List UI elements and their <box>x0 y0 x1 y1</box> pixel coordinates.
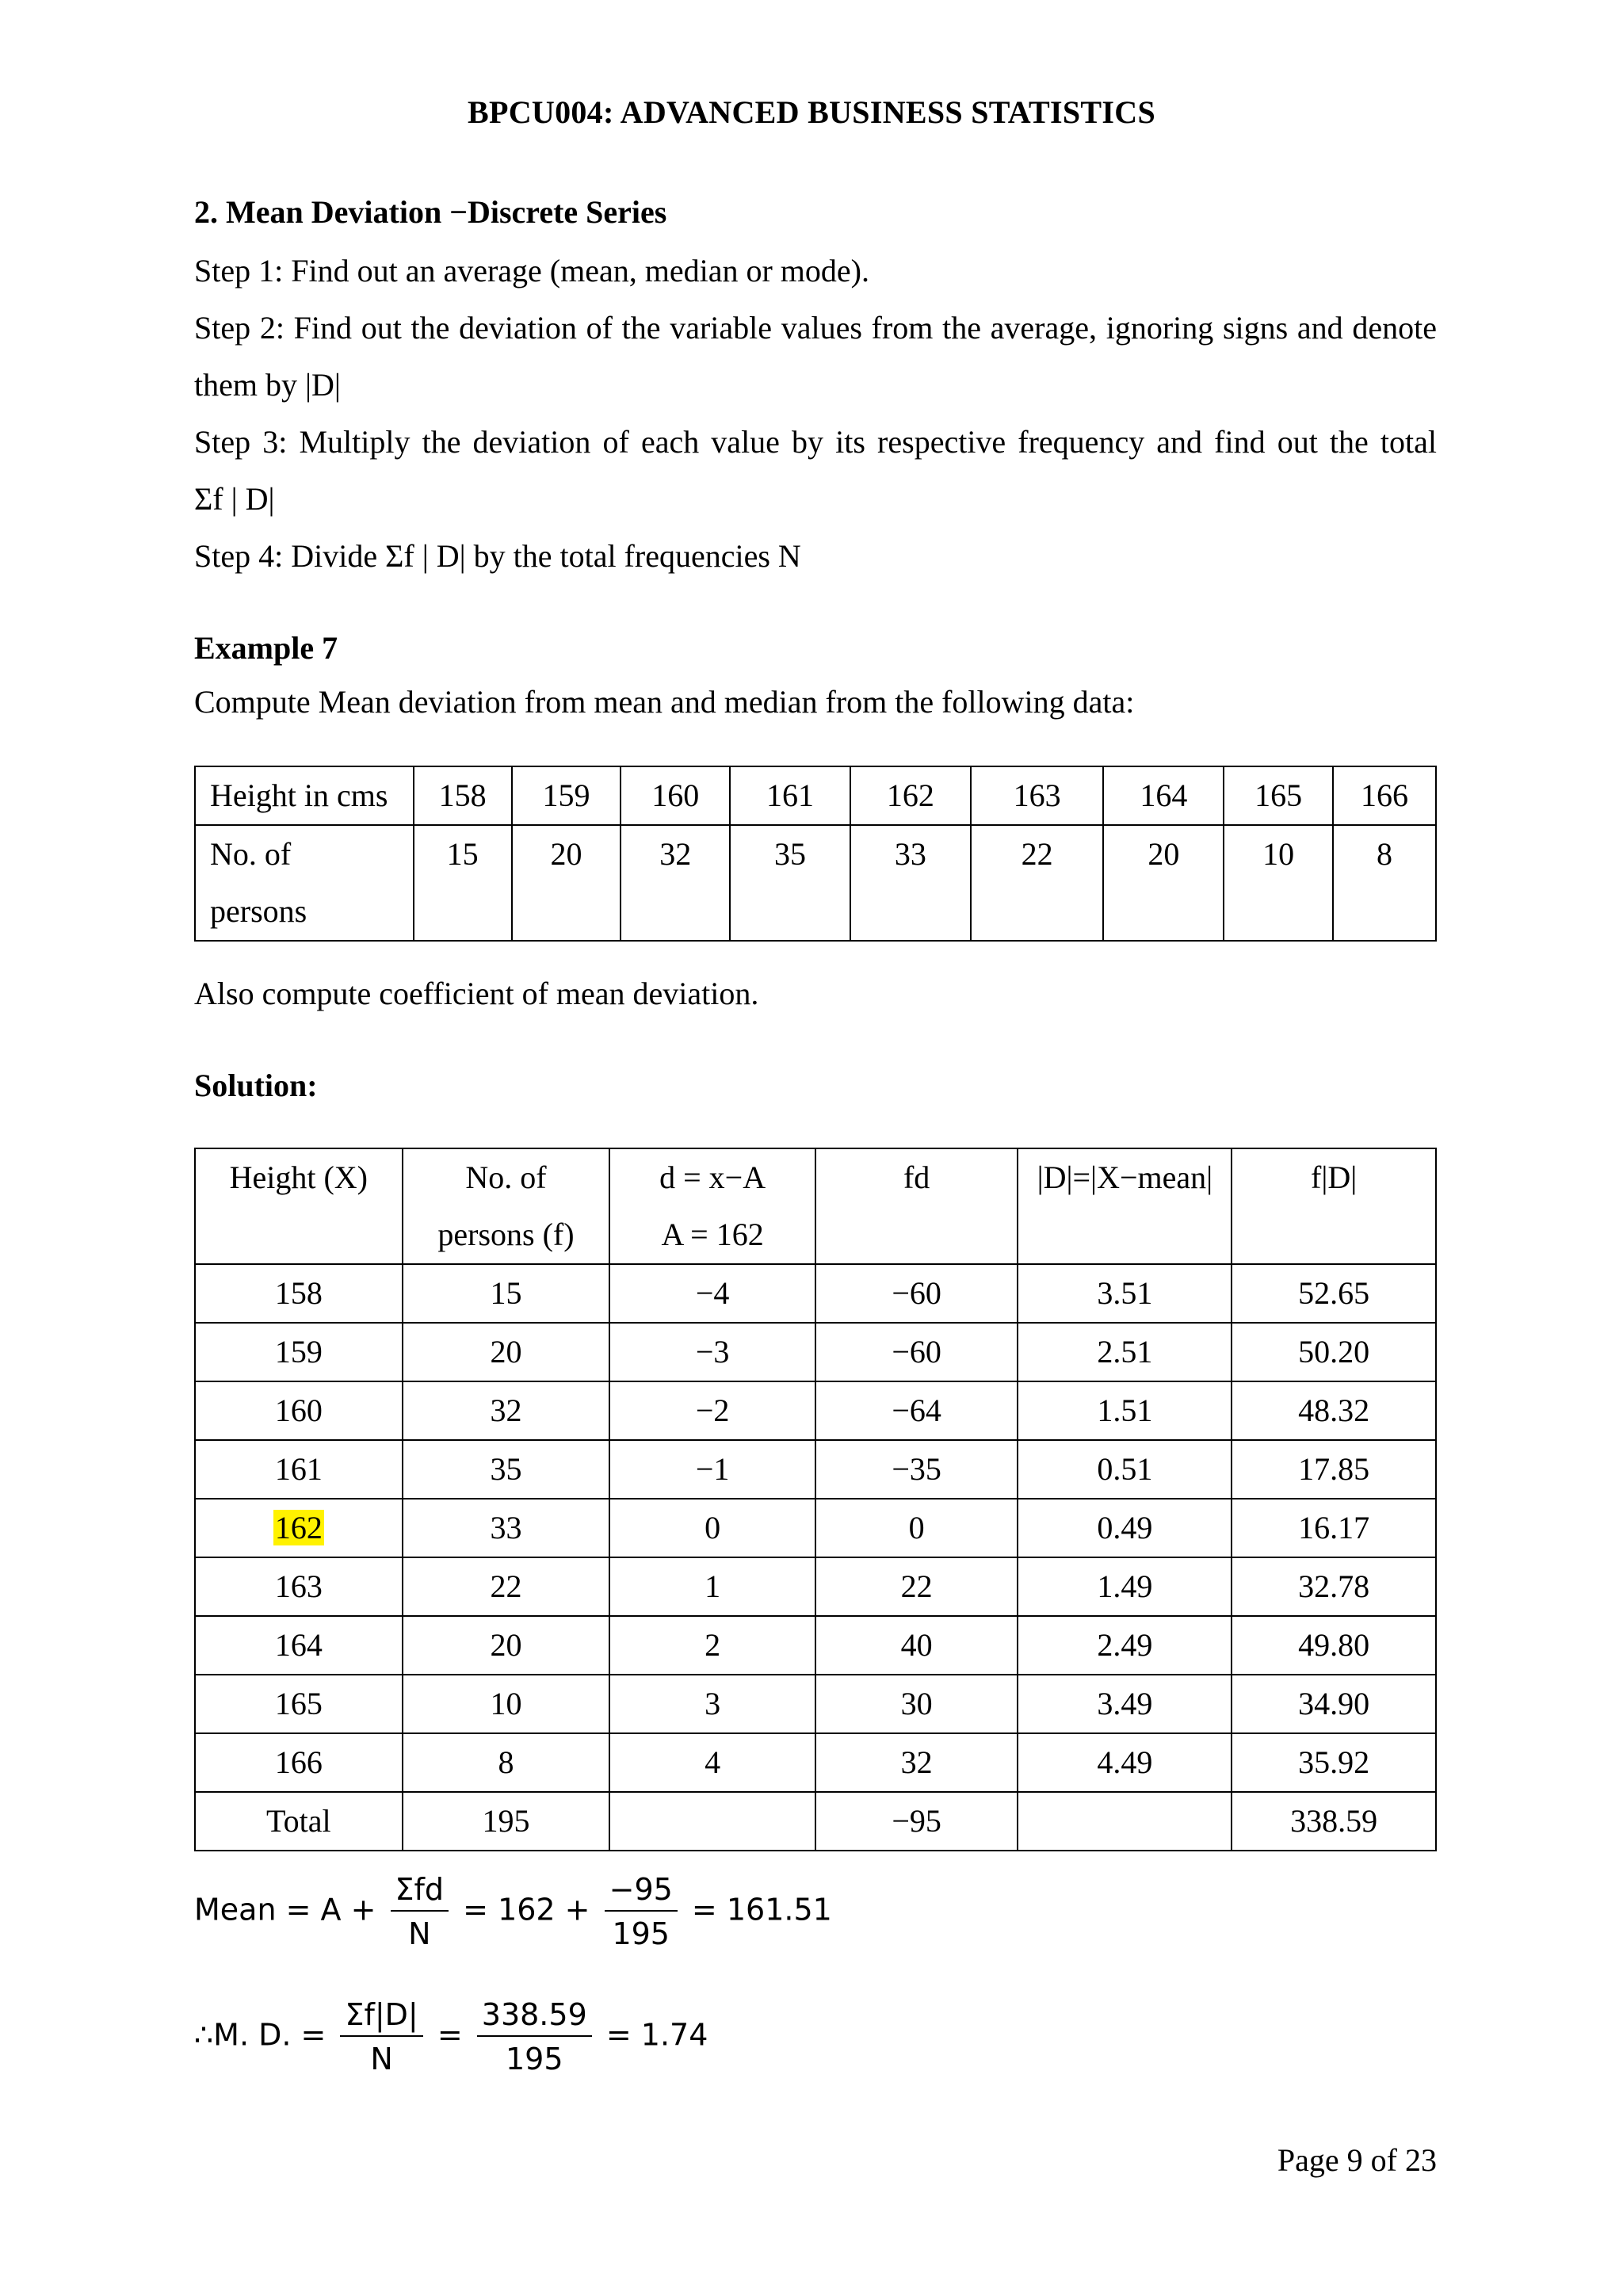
table-cell <box>195 1499 403 1557</box>
header-persons: No. of persons (f) <box>403 1148 610 1264</box>
table-cell: 164 <box>195 1616 403 1675</box>
example-question: Compute Mean deviation from mean and median from the following data: <box>194 684 1135 720</box>
table-cell: 4.49 <box>1018 1733 1232 1792</box>
table-row <box>195 1381 1436 1440</box>
table-cell: 0 <box>815 1499 1018 1557</box>
persons-label: No. of persons <box>195 825 414 941</box>
page-header: BPCU004: ADVANCED BUSINESS STATISTICS <box>467 94 1155 130</box>
table-cell: 1.49 <box>1018 1557 1232 1616</box>
table-row <box>195 1264 1436 1323</box>
persons-cell: 32 <box>621 825 730 941</box>
table-cell: 3 <box>609 1675 815 1733</box>
table-cell: −60 <box>815 1323 1018 1381</box>
table-cell: 34.90 <box>1232 1675 1436 1733</box>
table-cell: 35 <box>403 1440 610 1499</box>
table-cell: −2 <box>609 1381 815 1440</box>
mean-lhs: Mean = A + <box>194 1892 376 1927</box>
step-2-line-1: Step 2: Find out the deviation of the variable values from the average, ignoring signs and denote <box>194 310 1437 346</box>
table-cell: 3.49 <box>1018 1675 1232 1733</box>
table-cell: −60 <box>815 1264 1018 1323</box>
solution-title: Solution: <box>194 1068 318 1103</box>
header-height: Height (X) <box>195 1148 403 1264</box>
mean-formula <box>194 1872 832 1951</box>
persons-cell: 33 <box>850 825 971 941</box>
table-cell: 165 <box>195 1675 403 1733</box>
mean-fraction-1: $\frac{\text{Σfd}}{N}$ <box>391 1872 449 1951</box>
table-cell: 32.78 <box>1232 1557 1436 1616</box>
table-cell: 161 <box>195 1440 403 1499</box>
step-4: Step 4: Divide Σf | D| by the total frequencies N <box>194 538 801 574</box>
height-cell: 159 <box>512 766 621 825</box>
table-cell: 32 <box>403 1381 610 1440</box>
table-cell: 195 <box>403 1792 610 1851</box>
md-fraction-2: $\frac{338.59}{195}$ <box>477 1997 592 2076</box>
mean-result: = 161.51 <box>691 1892 832 1927</box>
header-abs-d: |D|=|X−mean| <box>1018 1148 1232 1264</box>
table-cell: 159 <box>195 1323 403 1381</box>
step-3-line-2: Σf | D| <box>194 481 275 517</box>
highlighted-value: 162 <box>274 1510 323 1545</box>
persons-cell: 20 <box>512 825 621 941</box>
table-cell: 338.59 <box>1232 1792 1436 1851</box>
md-fraction-1: $\frac{\Sigma f|D|}{N}$ <box>340 1997 422 2076</box>
height-cell: 163 <box>971 766 1104 825</box>
step-2-line-2: them by |D| <box>194 367 341 403</box>
persons-row <box>195 825 1436 941</box>
height-cell: 160 <box>621 766 730 825</box>
table-row <box>195 1557 1436 1616</box>
header-f-abs-d: f|D| <box>1232 1148 1436 1264</box>
table-cell: 10 <box>403 1675 610 1733</box>
table-cell: 4 <box>609 1733 815 1792</box>
table-cell: 52.65 <box>1232 1264 1436 1323</box>
table-cell: 50.20 <box>1232 1323 1436 1381</box>
table-cell: 30 <box>815 1675 1018 1733</box>
table-cell: 2 <box>609 1616 815 1675</box>
mean-fraction-2: $\frac{-95}{195}$ <box>605 1872 678 1951</box>
table-cell: 35.92 <box>1232 1733 1436 1792</box>
table-cell: 0.49 <box>1018 1499 1232 1557</box>
table-cell: 20 <box>403 1616 610 1675</box>
step-1: Step 1: Find out an average (mean, median or mode). <box>194 253 869 288</box>
page-number: Page 9 of 23 <box>1277 2142 1437 2178</box>
table-row <box>195 1733 1436 1792</box>
height-cell: 158 <box>414 766 512 825</box>
table-cell: −1 <box>609 1440 815 1499</box>
height-label: Height in cms <box>195 766 414 825</box>
table-row <box>195 1440 1436 1499</box>
height-cell: 162 <box>850 766 971 825</box>
table-cell: 1 <box>609 1557 815 1616</box>
table-cell: 1.51 <box>1018 1381 1232 1440</box>
mean-mid: = 162 + <box>463 1892 590 1927</box>
persons-cell: 15 <box>414 825 512 941</box>
table-cell: 0 <box>609 1499 815 1557</box>
table-cell: 22 <box>403 1557 610 1616</box>
table-cell: 16.17 <box>1232 1499 1436 1557</box>
solution-table <box>194 1148 1437 1851</box>
md-result: = 1.74 <box>605 2017 708 2053</box>
table-row <box>195 1499 1436 1557</box>
md-lhs: ∴M. D. = <box>194 2017 327 2053</box>
table-cell: 22 <box>815 1557 1018 1616</box>
table-cell: 166 <box>195 1733 403 1792</box>
table-cell: 2.49 <box>1018 1616 1232 1675</box>
table-row <box>195 1616 1436 1675</box>
header-row <box>195 1148 1436 1264</box>
table-cell: −4 <box>609 1264 815 1323</box>
table-cell: −3 <box>609 1323 815 1381</box>
table-row <box>195 1323 1436 1381</box>
table-cell: 160 <box>195 1381 403 1440</box>
persons-cell: 20 <box>1103 825 1224 941</box>
height-cell: 166 <box>1333 766 1436 825</box>
header-fd: fd <box>815 1148 1018 1264</box>
height-cell: 161 <box>730 766 850 825</box>
table-cell: −64 <box>815 1381 1018 1440</box>
height-cell: 164 <box>1103 766 1224 825</box>
data-table <box>194 766 1437 942</box>
table-cell: 3.51 <box>1018 1264 1232 1323</box>
table-cell: 17.85 <box>1232 1440 1436 1499</box>
height-row <box>195 766 1436 825</box>
table-cell <box>1018 1792 1232 1851</box>
table-cell: 32 <box>815 1733 1018 1792</box>
table-cell: 49.80 <box>1232 1616 1436 1675</box>
table-cell: Total <box>195 1792 403 1851</box>
table-cell: −95 <box>815 1792 1018 1851</box>
table-cell: 8 <box>403 1733 610 1792</box>
md-eq: = <box>437 2017 463 2053</box>
section-title: 2. Mean Deviation −Discrete Series <box>194 194 667 230</box>
height-cell: 165 <box>1224 766 1333 825</box>
table-cell: 15 <box>403 1264 610 1323</box>
table-cell: 20 <box>403 1323 610 1381</box>
table-cell: 2.51 <box>1018 1323 1232 1381</box>
table-cell: 48.32 <box>1232 1381 1436 1440</box>
step-3-line-1: Step 3: Multiply the deviation of each value by its respective frequency and find out the total <box>194 424 1437 460</box>
table-cell: 163 <box>195 1557 403 1616</box>
md-formula <box>194 1997 708 2076</box>
persons-cell: 22 <box>971 825 1104 941</box>
total-row <box>195 1792 1436 1851</box>
table-cell <box>609 1792 815 1851</box>
persons-cell: 35 <box>730 825 850 941</box>
table-cell: 40 <box>815 1616 1018 1675</box>
table-cell: 158 <box>195 1264 403 1323</box>
table-cell: −35 <box>815 1440 1018 1499</box>
persons-cell: 8 <box>1333 825 1436 941</box>
also-compute: Also compute coefficient of mean deviation. <box>194 976 759 1011</box>
table-row <box>195 1675 1436 1733</box>
example-title: Example 7 <box>194 630 338 666</box>
table-cell: 0.51 <box>1018 1440 1232 1499</box>
header-d: d = x−A A = 162 <box>609 1148 815 1264</box>
table-cell: 33 <box>403 1499 610 1557</box>
persons-cell: 10 <box>1224 825 1333 941</box>
